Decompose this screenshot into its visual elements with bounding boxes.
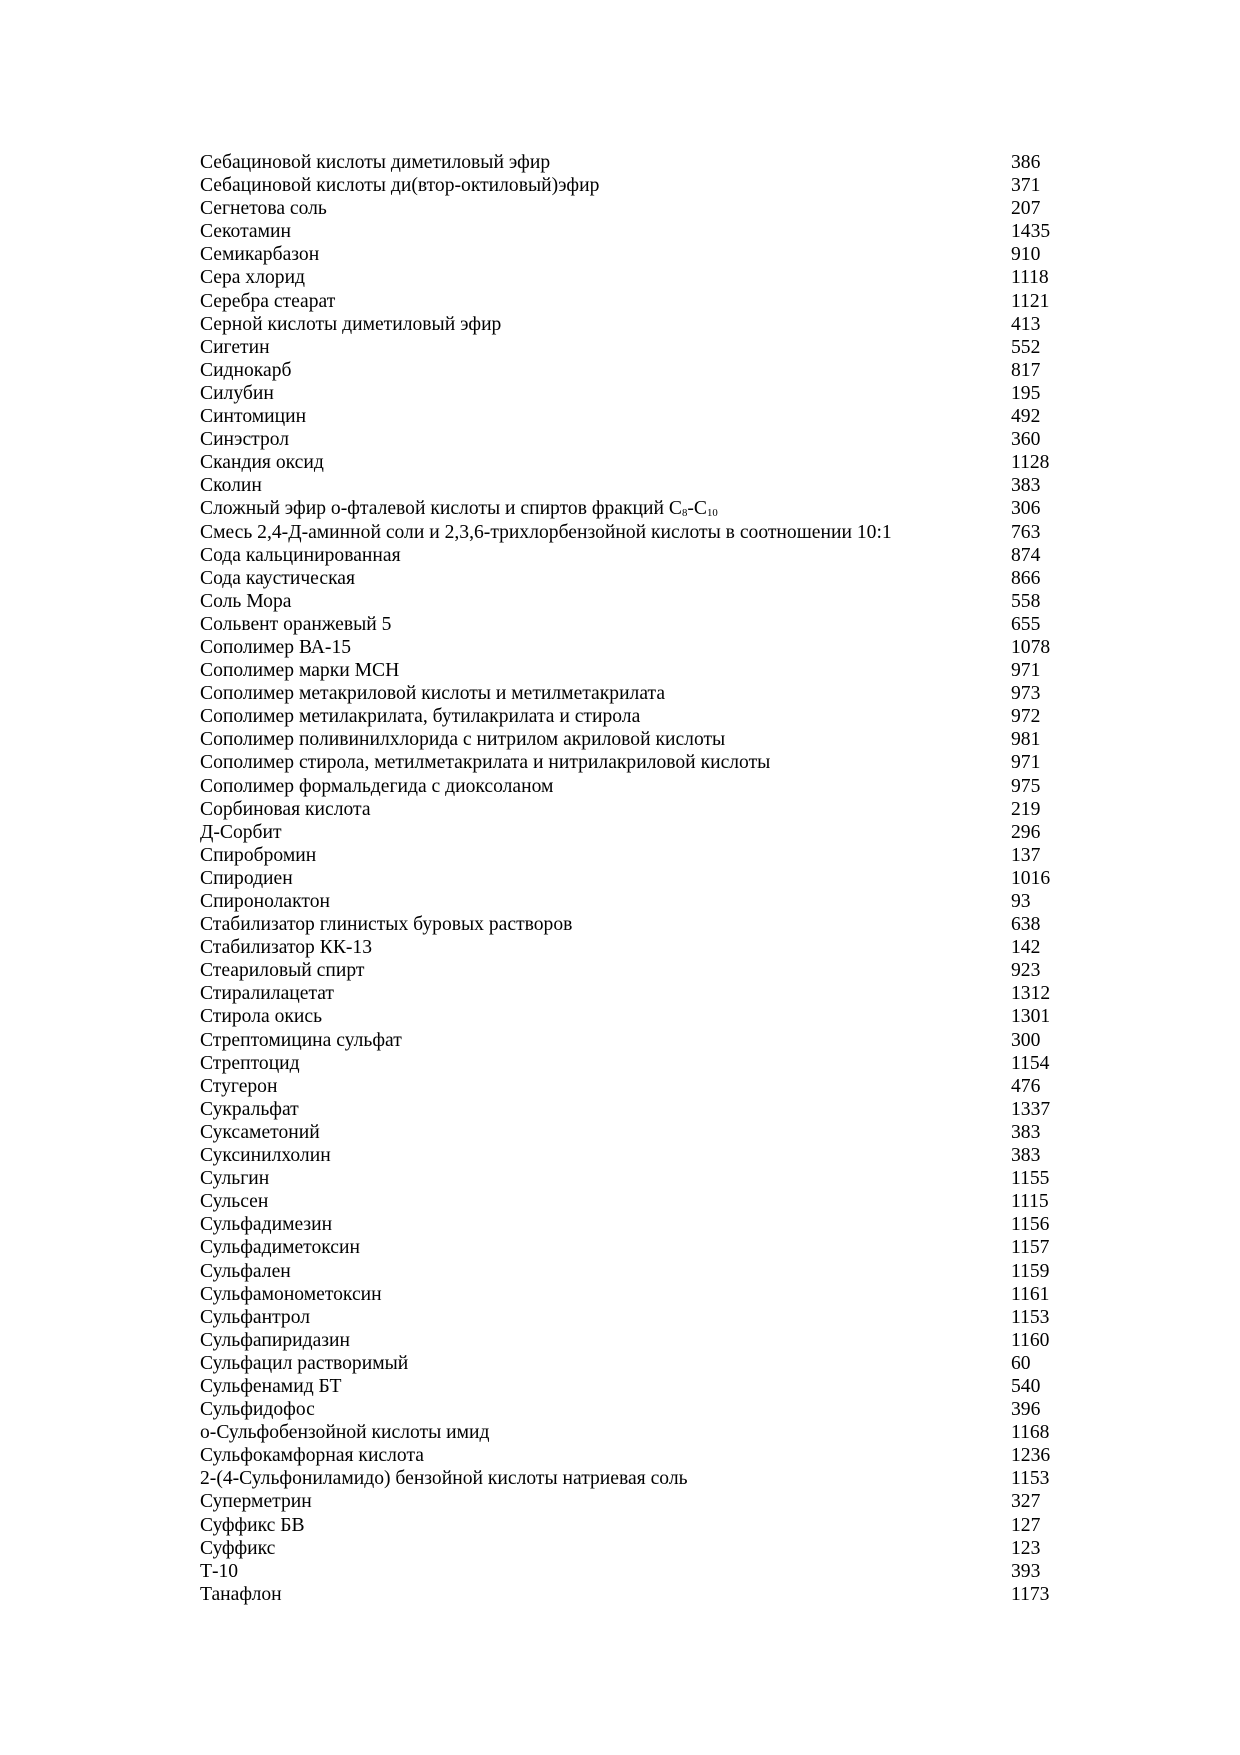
index-term: 2-(4-Сульфониламидо) бензойной кислоты натриевая соль (200, 1468, 688, 1490)
index-term: Стугерон (200, 1075, 278, 1097)
index-term-with-formula (200, 497, 1011, 520)
index-page-number: 655 (1011, 613, 1041, 635)
index-page-number: 127 (1011, 1514, 1041, 1536)
index-page-number: 306 (1011, 498, 1041, 520)
index-term: Суперметрин (200, 1491, 312, 1513)
index-term: Сорбиновая кислота (200, 798, 371, 820)
index-page-number: 558 (1011, 590, 1041, 612)
index-row (200, 1236, 1080, 1259)
index-page-number: 874 (1011, 544, 1041, 566)
index-term: Сольвент оранжевый 5 (200, 613, 392, 635)
index-row (200, 567, 1080, 590)
index-page-number: 971 (1011, 752, 1041, 774)
index-row (200, 1144, 1080, 1167)
index-term: Д-Сорбит (200, 821, 282, 843)
index-row (200, 1467, 1080, 1490)
index-page-number: 1337 (1011, 1098, 1051, 1120)
index-row (200, 382, 1080, 405)
index-row (200, 313, 1080, 336)
index-term: Серебра стеарат (200, 290, 336, 312)
index-term: Стеариловый спирт (200, 960, 365, 982)
index-page-number: 817 (1011, 359, 1041, 381)
index-row (200, 705, 1080, 728)
index-term: Стрептоцид (200, 1052, 300, 1074)
index-page-number: 975 (1011, 775, 1041, 797)
index-row (200, 659, 1080, 682)
index-row (200, 982, 1080, 1005)
index-page-number: 137 (1011, 844, 1041, 866)
index-term: Сульфацил растворимый (200, 1352, 409, 1374)
index-term: Сода кальцинированная (200, 544, 401, 566)
index-page-number: 973 (1011, 683, 1041, 705)
index-row (200, 1444, 1080, 1467)
index-page-number: 413 (1011, 313, 1041, 335)
index-term: Серной кислоты диметиловый эфир (200, 313, 502, 335)
index-page-number: 207 (1011, 198, 1041, 220)
index-row (200, 1537, 1080, 1560)
index-term: Сульфадимезин (200, 1214, 333, 1236)
index-term-text: Сложный эфир о-фталевой кислоты и спиртов фракций C (200, 498, 682, 520)
index-row (200, 1029, 1080, 1052)
index-page-number: 1161 (1011, 1283, 1050, 1305)
index-row (200, 1421, 1080, 1444)
index-page-number: 476 (1011, 1075, 1041, 1097)
index-row (200, 590, 1080, 613)
index-term: Сополимер ВА-15 (200, 636, 352, 658)
index-row (200, 1560, 1080, 1583)
index-row (200, 1098, 1080, 1121)
formula-subscript: 8 (681, 507, 688, 520)
index-page-number: 1312 (1011, 983, 1051, 1005)
index-row (200, 1329, 1080, 1352)
index-page-number: 296 (1011, 821, 1041, 843)
index-term: Стабилизатор глинистых буровых растворов (200, 914, 573, 936)
index-term: Сульфенамид БТ (200, 1375, 342, 1397)
index-page-number: 1160 (1011, 1329, 1050, 1351)
index-row (200, 1490, 1080, 1513)
index-row (200, 867, 1080, 890)
index-row (200, 405, 1080, 428)
index-row (200, 775, 1080, 798)
index-row (200, 151, 1080, 174)
index-term: Сегнетова соль (200, 198, 327, 220)
index-page-number: 393 (1011, 1560, 1041, 1582)
index-term: Танафлон (200, 1583, 282, 1605)
index-term: Сополимер метакриловой кислоты и метилметакрилата (200, 683, 666, 705)
index-term: Сополимер стирола, метилметакрилата и нитрилакриловой кислоты (200, 752, 771, 774)
index-term: Скандия оксид (200, 452, 324, 474)
index-term: Спиродиен (200, 867, 293, 889)
index-row (200, 1005, 1080, 1028)
index-page-number: 371 (1011, 175, 1041, 197)
index-term: Сульфамонометоксин (200, 1283, 382, 1305)
index-row (200, 728, 1080, 751)
index-page-number: 123 (1011, 1537, 1041, 1559)
index-page-number: 327 (1011, 1491, 1041, 1513)
index-term: Сколин (200, 475, 262, 497)
index-term: Сиднокарб (200, 359, 292, 381)
index-list (200, 151, 1080, 1606)
index-term: Сульфапиридазин (200, 1329, 350, 1351)
index-row (200, 243, 1080, 266)
index-row (200, 1260, 1080, 1283)
index-page-number: 971 (1011, 660, 1041, 682)
index-term: Синэстрол (200, 429, 290, 451)
index-row (200, 682, 1080, 705)
index-term: Сера хлорид (200, 267, 306, 289)
index-page-number: 972 (1011, 706, 1041, 728)
index-row (200, 1121, 1080, 1144)
index-row (200, 174, 1080, 197)
index-page-number: 396 (1011, 1399, 1041, 1421)
index-row (200, 798, 1080, 821)
index-row (200, 1052, 1080, 1075)
index-term: Суксаметоний (200, 1121, 320, 1143)
index-row (200, 821, 1080, 844)
index-term: Сода каустическая (200, 567, 355, 589)
index-page-number: 383 (1011, 1121, 1041, 1143)
index-row (200, 359, 1080, 382)
index-term: Сульфален (200, 1260, 291, 1282)
index-page-number: 1155 (1011, 1168, 1050, 1190)
index-term: Сульфантрол (200, 1306, 311, 1328)
index-term: Сульфокамфорная кислота (200, 1445, 424, 1467)
index-term: Суффикс БВ (200, 1514, 305, 1536)
index-page-number: 1173 (1011, 1583, 1050, 1605)
index-term: Стабилизатор КК-13 (200, 937, 373, 959)
index-page-number: 1435 (1011, 221, 1051, 243)
index-page-number: 1157 (1011, 1237, 1050, 1259)
index-row (200, 636, 1080, 659)
index-row (200, 290, 1080, 313)
index-term: Себациновой кислоты ди(втор-октиловый)эфир (200, 175, 600, 197)
index-term-text: -C (687, 498, 707, 520)
index-page-number: 1078 (1011, 636, 1051, 658)
index-term: Спиробромин (200, 844, 317, 866)
index-term: Стирола окись (200, 1006, 323, 1028)
index-page-number: 1159 (1011, 1260, 1050, 1282)
index-row (200, 959, 1080, 982)
index-row (200, 497, 1080, 520)
index-term: Силубин (200, 382, 274, 404)
index-term: о-Сульфобензойной кислоты имид (200, 1422, 490, 1444)
index-term: Сополимер поливинилхлорида с нитрилом акриловой кислоты (200, 729, 726, 751)
index-page-number: 1156 (1011, 1214, 1050, 1236)
index-term: Сульгин (200, 1168, 270, 1190)
index-page-number: 195 (1011, 382, 1041, 404)
index-page-number: 1121 (1011, 290, 1050, 312)
index-page-number: 300 (1011, 1029, 1041, 1051)
index-page-number: 1118 (1011, 267, 1049, 289)
index-row (200, 1583, 1080, 1606)
index-term: Сополимер формальдегида с диоксоланом (200, 775, 554, 797)
index-row (200, 544, 1080, 567)
index-row (200, 521, 1080, 544)
index-term: Сополимер марки МСН (200, 660, 400, 682)
index-row (200, 428, 1080, 451)
index-term: Сополимер метилакрилата, бутилакрилата и стирола (200, 706, 641, 728)
index-page-number: 383 (1011, 475, 1041, 497)
index-page-number: 492 (1011, 406, 1041, 428)
index-row (200, 1352, 1080, 1375)
index-page-number: 93 (1011, 891, 1031, 912)
index-page-number: 1154 (1011, 1052, 1050, 1074)
index-term: Стрептомицина сульфат (200, 1029, 402, 1051)
index-row (200, 1075, 1080, 1098)
index-page-number: 540 (1011, 1375, 1041, 1397)
index-page-number: 910 (1011, 244, 1041, 266)
index-page-number: 1168 (1011, 1422, 1050, 1444)
index-term: Спиронолактон (200, 891, 330, 912)
index-term: Соль Мора (200, 590, 292, 612)
index-row (200, 336, 1080, 359)
index-term: Т-10 (200, 1560, 239, 1582)
index-page-number: 1016 (1011, 867, 1051, 889)
index-page-number: 219 (1011, 798, 1041, 820)
index-page-number: 1128 (1011, 452, 1050, 474)
index-row (200, 1398, 1080, 1421)
formula-subscript: 10 (706, 507, 718, 520)
index-row (200, 1213, 1080, 1236)
index-row (200, 1190, 1080, 1213)
index-term: Суксинилхолин (200, 1145, 331, 1167)
index-row (200, 913, 1080, 936)
index-row (200, 451, 1080, 474)
index-row (200, 197, 1080, 220)
index-term: Суффикс (200, 1537, 276, 1559)
index-term: Синтомицин (200, 406, 307, 428)
index-row (200, 1514, 1080, 1537)
index-page-number: 1236 (1011, 1445, 1051, 1467)
index-page-number: 383 (1011, 1145, 1041, 1167)
index-row (200, 613, 1080, 636)
index-term: Смесь 2,4-Д-аминной соли и 2,3,6-трихлорбензойной кислоты в соотношении 10:1 (200, 521, 892, 543)
index-page-number: 866 (1011, 567, 1041, 589)
index-term: Сульфадиметоксин (200, 1237, 360, 1259)
index-page-number: 923 (1011, 960, 1041, 982)
index-term: Сигетин (200, 336, 270, 358)
index-page-number: 60 (1011, 1352, 1031, 1374)
index-row (200, 1167, 1080, 1190)
index-row (200, 474, 1080, 497)
index-page-number: 386 (1011, 152, 1041, 173)
index-row (200, 844, 1080, 867)
index-row (200, 1306, 1080, 1329)
index-row (200, 890, 1080, 913)
index-term: Себациновой кислоты диметиловый эфир (200, 152, 551, 173)
index-row (200, 1283, 1080, 1306)
index-page-number: 638 (1011, 914, 1041, 936)
index-term: Сульфидофос (200, 1399, 315, 1421)
index-page-number: 1301 (1011, 1006, 1051, 1028)
index-page-number: 763 (1011, 521, 1041, 543)
index-row (200, 936, 1080, 959)
index-page-number: 142 (1011, 937, 1041, 959)
index-term: Семикарбазон (200, 244, 320, 266)
index-page-number: 1153 (1011, 1306, 1050, 1328)
index-term: Стиралилацетат (200, 983, 334, 1005)
index-page-number: 1153 (1011, 1468, 1050, 1490)
index-page-number: 552 (1011, 336, 1041, 358)
index-row (200, 1375, 1080, 1398)
index-term: Секотамин (200, 221, 291, 243)
index-row (200, 266, 1080, 289)
index-page-number: 981 (1011, 729, 1041, 751)
index-term: Сульсен (200, 1191, 269, 1213)
index-row (200, 220, 1080, 243)
index-row (200, 751, 1080, 774)
index-page-number: 360 (1011, 429, 1041, 451)
index-page-number: 1115 (1011, 1191, 1049, 1213)
index-term: Сукральфат (200, 1098, 299, 1120)
